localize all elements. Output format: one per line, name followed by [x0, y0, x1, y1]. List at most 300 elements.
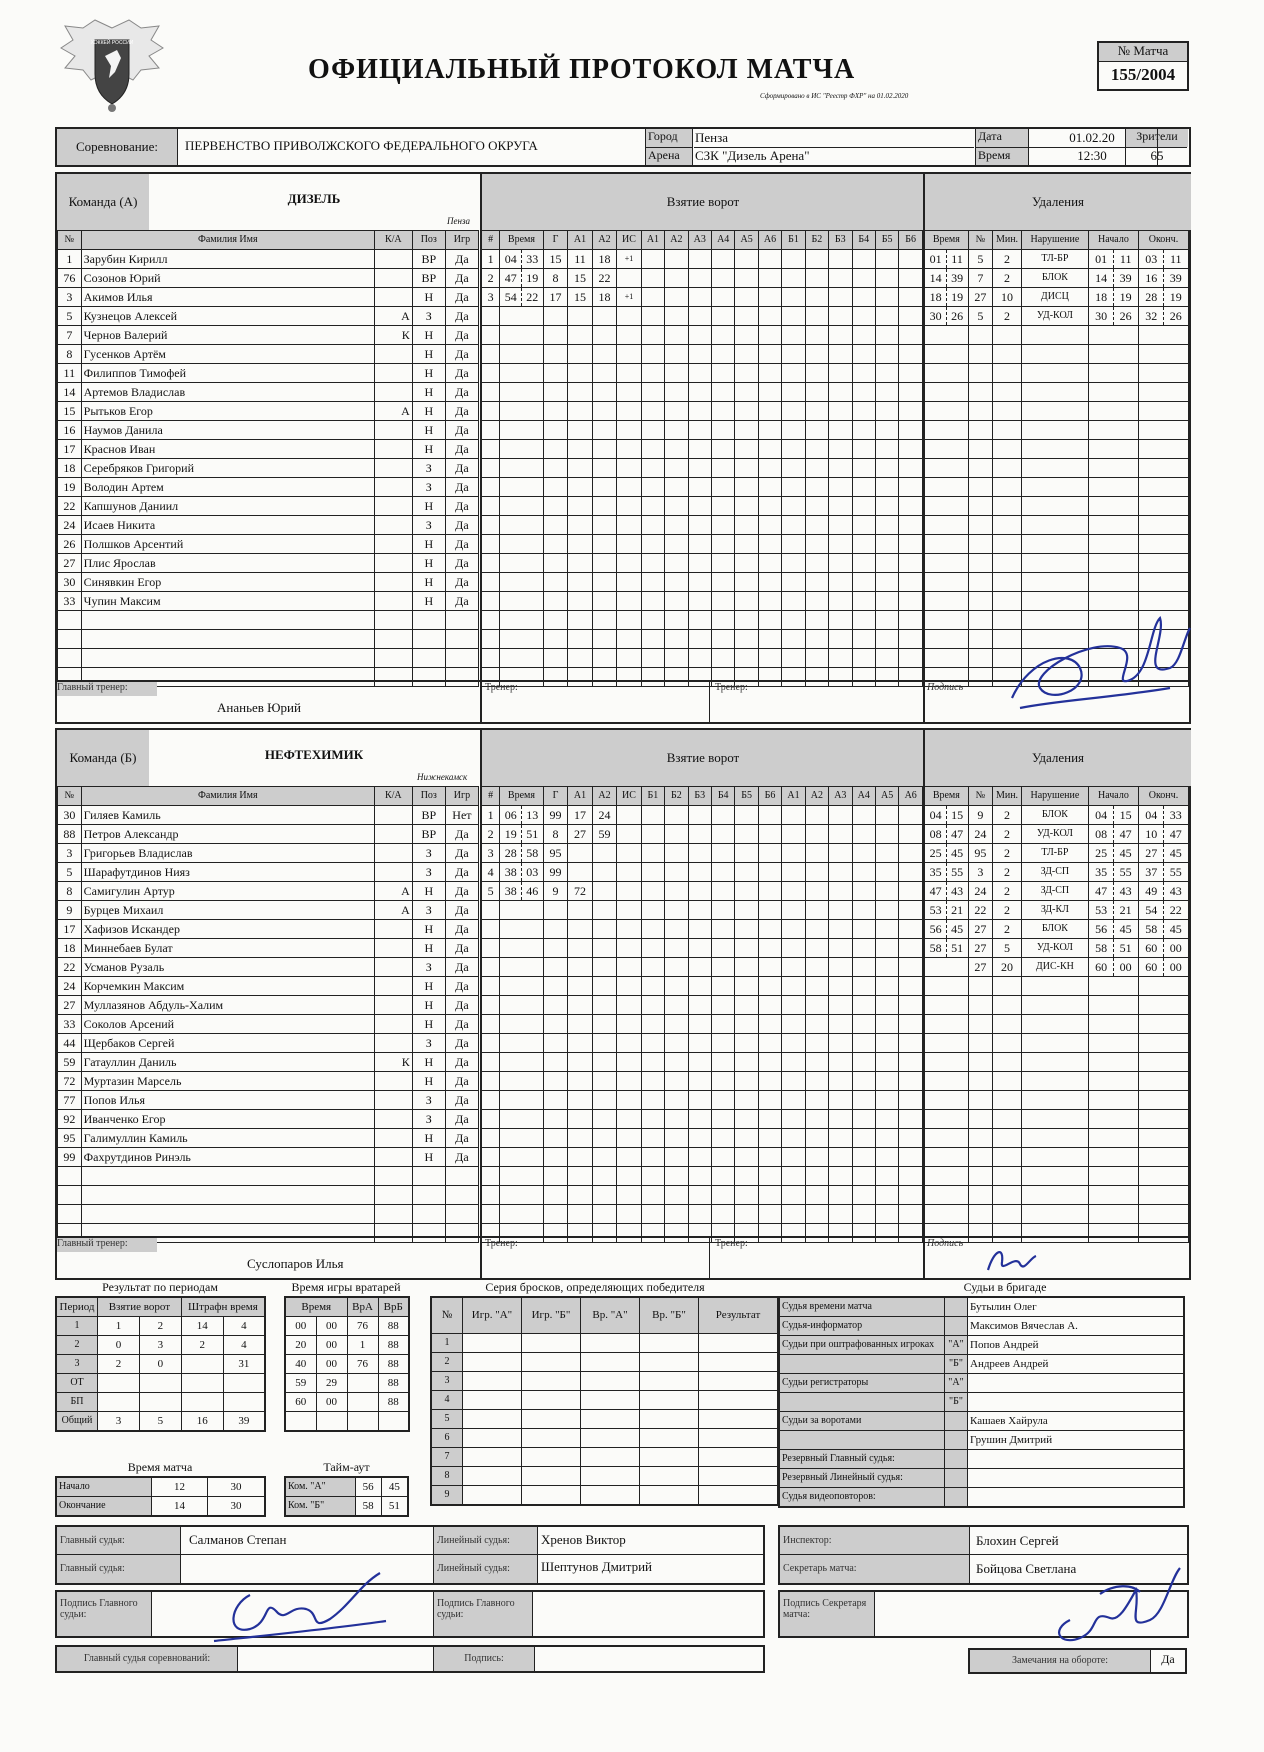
goal-player-cell — [782, 1224, 805, 1243]
goal-player-cell — [782, 901, 805, 920]
goalie-cell: 40 — [285, 1355, 316, 1374]
goal-player-cell — [875, 649, 898, 668]
shootout-cell — [640, 1466, 699, 1485]
goal-player-cell — [805, 421, 828, 440]
pen-time-a: 47 — [925, 882, 946, 900]
goal-player-cell — [688, 1015, 711, 1034]
penalty-row — [924, 882, 1189, 901]
goal-num — [481, 939, 500, 958]
roster-row — [58, 269, 479, 288]
goal-player-cell — [735, 649, 758, 668]
roster-cell: Корчемкин Максим — [81, 977, 374, 996]
team-a-city: Пенза — [447, 216, 470, 226]
pen-minutes: 2 — [993, 882, 1022, 901]
pen-time — [924, 1110, 968, 1129]
goal-player-cell — [688, 269, 711, 288]
goal-player-cell — [782, 996, 805, 1015]
pen-start — [1088, 1110, 1138, 1129]
goal-player-cell — [711, 1186, 734, 1205]
goal-time — [500, 1015, 544, 1034]
goal-player-cell — [852, 440, 875, 459]
penalty-row — [924, 1053, 1189, 1072]
roster-cell: Гатауллин Даниль — [81, 1053, 374, 1072]
pen-start — [1088, 345, 1138, 364]
pen-time — [924, 863, 968, 882]
main-ref-1: Салманов Степан — [189, 1532, 287, 1547]
pen-start-a: 35 — [1089, 863, 1114, 881]
roster-cell: Да — [445, 1091, 478, 1110]
goal-num — [481, 402, 500, 421]
pen-infraction: ТЛ-БР — [1021, 250, 1088, 269]
goal-player-cell — [758, 1148, 781, 1167]
goal-assist1 — [568, 1053, 592, 1072]
goal-player-cell — [852, 630, 875, 649]
goal-player-cell — [758, 516, 781, 535]
goal-situation — [617, 402, 641, 421]
goal-situation — [617, 478, 641, 497]
goal-situation — [617, 611, 641, 630]
pen-end-a: 49 — [1139, 882, 1164, 900]
crew-row — [779, 1317, 1184, 1336]
pen-infraction — [1021, 1072, 1088, 1091]
goal-player-cell — [688, 939, 711, 958]
goal-player-cell — [641, 1015, 664, 1034]
shootout-cell — [463, 1352, 522, 1371]
arena-label: Арена — [645, 148, 693, 165]
pen-start — [1088, 1034, 1138, 1053]
roster-row — [58, 1148, 479, 1167]
goal-situation — [617, 1053, 641, 1072]
goal-num: 1 — [481, 806, 500, 825]
crew-row — [779, 1431, 1184, 1450]
goal-player-cell — [735, 573, 758, 592]
goal-col-header: А1 — [568, 231, 592, 250]
roster-row — [58, 516, 479, 535]
goal-player-cell — [688, 825, 711, 844]
goal-assist1 — [568, 1224, 592, 1243]
roster-cell: 88 — [58, 825, 82, 844]
shootout-col-header: Игр. "Б" — [522, 1297, 581, 1333]
pen-end-a: 54 — [1139, 901, 1164, 919]
goal-assist2 — [592, 1205, 616, 1224]
goal-player-cell — [829, 1148, 852, 1167]
goal-player-cell — [899, 1186, 923, 1205]
roster-col-header: Поз — [412, 231, 445, 250]
pen-time — [924, 920, 968, 939]
goal-player-cell — [805, 920, 828, 939]
pen-infraction: ЗД-СП — [1021, 882, 1088, 901]
goal-scorer — [543, 516, 567, 535]
goal-assist2 — [592, 1091, 616, 1110]
goal-assist2 — [592, 516, 616, 535]
pen-player: 24 — [968, 825, 992, 844]
goal-player-cell — [688, 573, 711, 592]
goal-situation — [617, 649, 641, 668]
goal-player-cell — [735, 1148, 758, 1167]
shootout-cell — [699, 1428, 779, 1447]
goal-assist2 — [592, 1110, 616, 1129]
period-cell: 2 — [56, 1336, 98, 1355]
goal-scorer — [543, 402, 567, 421]
pen-time — [924, 364, 968, 383]
roster-cell: Н — [412, 364, 445, 383]
goal-situation — [617, 844, 641, 863]
goal-player-cell — [641, 996, 664, 1015]
goal-player-cell — [735, 1015, 758, 1034]
pen-end — [1138, 920, 1188, 939]
goal-player-cell — [875, 939, 898, 958]
shootout-cell — [640, 1409, 699, 1428]
goal-player-cell — [852, 649, 875, 668]
pen-start — [1088, 497, 1138, 516]
pen-infraction — [1021, 1053, 1088, 1072]
goal-player-cell — [875, 882, 898, 901]
goal-assist1 — [568, 459, 592, 478]
pen-time-a: 08 — [925, 825, 946, 843]
goal-player-cell — [641, 573, 664, 592]
period-cell — [223, 1374, 265, 1393]
goal-player-cell — [711, 288, 734, 307]
pen-player — [968, 421, 992, 440]
goal-num — [481, 459, 500, 478]
goal-assist1 — [568, 863, 592, 882]
goal-num — [481, 649, 500, 668]
pen-infraction: ДИС-КН — [1021, 958, 1088, 977]
goal-player-cell — [688, 1129, 711, 1148]
goal-player-cell — [665, 383, 688, 402]
period-pim-col: Штрафн время — [181, 1297, 265, 1317]
roster-cell — [374, 1034, 412, 1053]
goal-player-cell — [665, 440, 688, 459]
pen-player — [968, 1205, 992, 1224]
goal-player-cell — [735, 939, 758, 958]
roster-cell: Да — [445, 345, 478, 364]
roster-cell: К — [374, 326, 412, 345]
goal-situation — [617, 269, 641, 288]
period-cell: 31 — [223, 1355, 265, 1374]
goal-time — [500, 592, 544, 611]
roster-cell: 3 — [58, 288, 82, 307]
roster-cell — [374, 383, 412, 402]
goal-player-cell — [899, 1091, 923, 1110]
pen-time — [924, 269, 968, 288]
goal-player-cell — [805, 1186, 828, 1205]
goal-row — [481, 383, 923, 402]
pen-time — [924, 977, 968, 996]
goal-situation — [617, 535, 641, 554]
crew-side — [945, 1297, 968, 1317]
pen-player — [968, 1110, 992, 1129]
notes-box — [968, 1648, 1187, 1674]
pen-infraction — [1021, 1148, 1088, 1167]
goal-player-cell — [641, 345, 664, 364]
pen-minutes: 2 — [993, 806, 1022, 825]
spectators-value: 65 — [1125, 148, 1188, 165]
goal-player-cell — [805, 402, 828, 421]
shootout-cell — [463, 1409, 522, 1428]
pen-end — [1138, 1053, 1188, 1072]
pen-time — [924, 1053, 968, 1072]
goal-assist2 — [592, 977, 616, 996]
goal-player-cell — [805, 288, 828, 307]
period-cell: 4 — [223, 1336, 265, 1355]
roster-cell: Да — [445, 1072, 478, 1091]
pen-time-a: 58 — [925, 939, 946, 957]
roster-cell: 3 — [58, 844, 82, 863]
pen-player — [968, 1167, 992, 1186]
goal-player-cell — [735, 901, 758, 920]
pen-time — [924, 326, 968, 345]
goal-player-cell — [665, 1110, 688, 1129]
penalty-row — [924, 901, 1189, 920]
goal-row — [481, 611, 923, 630]
goal-player-cell — [735, 630, 758, 649]
roster-cell: Шарафутдинов Нияз — [81, 863, 374, 882]
roster-cell — [374, 497, 412, 516]
period-cell: 2 — [139, 1317, 181, 1336]
goal-num — [481, 1015, 500, 1034]
goal-assist2 — [592, 497, 616, 516]
shootout-num: 1 — [431, 1333, 463, 1352]
roster-cell — [374, 1015, 412, 1034]
goal-player-cell — [641, 592, 664, 611]
goal-player-cell — [805, 440, 828, 459]
goal-time — [500, 307, 544, 326]
goal-situation — [617, 1015, 641, 1034]
pen-start-a: 53 — [1089, 901, 1114, 919]
crew-name: Андреев Андрей — [968, 1355, 1185, 1374]
goal-col-header: Время — [500, 231, 544, 250]
goal-player-cell — [829, 668, 852, 687]
goal-player-cell — [875, 1205, 898, 1224]
match-start-hour: 12 — [152, 1477, 208, 1497]
eagle-emblem-icon — [55, 18, 170, 118]
goal-player-cell — [782, 920, 805, 939]
goal-assist2: 18 — [592, 250, 616, 269]
shootout-cell — [522, 1352, 581, 1371]
goal-player-cell — [782, 1148, 805, 1167]
goal-time — [500, 996, 544, 1015]
goal-player-cell — [875, 269, 898, 288]
goal-player-cell — [852, 920, 875, 939]
goal-min: 54 — [500, 288, 521, 306]
roster-row — [58, 1110, 479, 1129]
goal-scorer — [543, 497, 567, 516]
goal-row — [481, 1186, 923, 1205]
roster-cell: Н — [412, 1015, 445, 1034]
pen-infraction: УД-КОЛ — [1021, 825, 1088, 844]
pen-start-a: 30 — [1089, 307, 1114, 325]
date-value: 01.02.20 — [1069, 130, 1115, 145]
goal-row — [481, 1091, 923, 1110]
goal-assist2: 59 — [592, 825, 616, 844]
goal-player-cell — [735, 1091, 758, 1110]
goal-player-cell — [711, 863, 734, 882]
goal-player-cell — [641, 497, 664, 516]
goal-player-cell — [758, 1186, 781, 1205]
penalty-row — [924, 1110, 1189, 1129]
goal-situation — [617, 806, 641, 825]
goal-player-cell — [805, 383, 828, 402]
pen-start — [1088, 806, 1138, 825]
pen-time-a: 30 — [925, 307, 946, 325]
goal-player-cell — [688, 958, 711, 977]
goal-player-cell — [641, 307, 664, 326]
penalty-row — [924, 535, 1189, 554]
penalty-row — [924, 554, 1189, 573]
pen-start — [1088, 440, 1138, 459]
goal-player-cell — [875, 1224, 898, 1243]
goal-player-cell — [852, 554, 875, 573]
goal-num — [481, 554, 500, 573]
roster-cell — [374, 1167, 412, 1186]
goal-player-cell — [805, 1015, 828, 1034]
roster-row — [58, 250, 479, 269]
goal-player-cell — [641, 844, 664, 863]
goal-col-header: А2 — [592, 787, 616, 806]
roster-cell: Григорьев Владислав — [81, 844, 374, 863]
goal-assist2 — [592, 459, 616, 478]
goal-player-cell — [688, 478, 711, 497]
roster-cell — [374, 478, 412, 497]
roster-cell: 1 — [58, 250, 82, 269]
goal-player-cell — [852, 863, 875, 882]
goal-player-cell — [805, 882, 828, 901]
goal-player-cell — [735, 1129, 758, 1148]
pen-col-header: № — [968, 787, 992, 806]
roster-cell — [374, 1110, 412, 1129]
roster-cell — [374, 459, 412, 478]
goal-player-cell — [641, 459, 664, 478]
goal-player-cell — [782, 825, 805, 844]
goal-player-cell — [875, 1110, 898, 1129]
period-cell: 14 — [181, 1317, 223, 1336]
goal-player-cell — [688, 901, 711, 920]
pen-player: 27 — [968, 958, 992, 977]
crew-name — [968, 1450, 1185, 1469]
goal-scorer — [543, 573, 567, 592]
goal-situation — [617, 825, 641, 844]
penalty-row — [924, 939, 1189, 958]
shootout-cell — [699, 1409, 779, 1428]
goal-player-cell — [805, 1053, 828, 1072]
goal-player-cell — [641, 364, 664, 383]
shootout-cell — [699, 1333, 779, 1352]
roster-cell — [445, 1186, 478, 1205]
pen-player — [968, 345, 992, 364]
pen-start — [1088, 554, 1138, 573]
pen-end — [1138, 977, 1188, 996]
goal-player-cell — [899, 958, 923, 977]
period-cell: 2 — [181, 1336, 223, 1355]
goalie-cell: 00 — [316, 1393, 347, 1412]
pen-minutes — [993, 1053, 1022, 1072]
goal-scorer: 17 — [543, 288, 567, 307]
pen-time-b: 45 — [951, 922, 964, 936]
goal-col-header: Б2 — [805, 231, 828, 250]
pen-end-b: 00 — [1169, 941, 1182, 955]
crew-side: "Б" — [945, 1393, 968, 1412]
roster-cell: Да — [445, 1034, 478, 1053]
goal-num — [481, 383, 500, 402]
goal-player-cell — [711, 649, 734, 668]
timeout-b-second: 51 — [381, 1497, 408, 1517]
goal-player-cell — [758, 326, 781, 345]
crew-role: Резервный Линейный судья: — [779, 1469, 945, 1488]
roster-cell: Муртазин Марсель — [81, 1072, 374, 1091]
goal-time — [500, 939, 544, 958]
goal-player-cell — [665, 1053, 688, 1072]
goal-player-cell — [875, 668, 898, 687]
shootout-row — [431, 1466, 778, 1485]
goal-player-cell — [735, 421, 758, 440]
goal-assist2 — [592, 901, 616, 920]
goal-player-cell — [829, 402, 852, 421]
pen-time-b: 11 — [951, 252, 963, 266]
goal-player-cell — [641, 901, 664, 920]
goal-assist1: 72 — [568, 882, 592, 901]
roster-cell — [374, 573, 412, 592]
roster-cell: З — [412, 459, 445, 478]
goal-row — [481, 882, 923, 901]
goal-num — [481, 326, 500, 345]
roster-cell: Иванченко Егор — [81, 1110, 374, 1129]
roster-row — [58, 402, 479, 421]
goal-scorer — [543, 326, 567, 345]
pen-end-b: 55 — [1169, 865, 1182, 879]
period-cell: БП — [56, 1393, 98, 1412]
goal-scorer: 15 — [543, 250, 567, 269]
goal-num — [481, 307, 500, 326]
pen-start-b: 11 — [1119, 252, 1132, 266]
goal-player-cell — [829, 535, 852, 554]
pen-minutes — [993, 535, 1022, 554]
roster-cell: Н — [412, 288, 445, 307]
roster-row — [58, 573, 479, 592]
page-title: ОФИЦИАЛЬНЫЙ ПРОТОКОЛ МАТЧА — [308, 54, 856, 85]
goal-assist1 — [568, 1148, 592, 1167]
match-start-label: Начало — [56, 1477, 152, 1497]
team-b-signature — [980, 1240, 1040, 1280]
goal-player-cell — [782, 939, 805, 958]
goal-player-cell — [758, 1224, 781, 1243]
goal-player-cell — [852, 402, 875, 421]
period-row — [56, 1412, 265, 1432]
pen-infraction — [1021, 497, 1088, 516]
goalie-cell: 76 — [347, 1317, 378, 1336]
roster-cell: Да — [445, 996, 478, 1015]
goal-player-cell — [805, 1110, 828, 1129]
roster-cell — [445, 649, 478, 668]
goal-player-cell — [665, 288, 688, 307]
goal-player-cell — [782, 863, 805, 882]
goal-player-cell — [852, 383, 875, 402]
pen-player — [968, 554, 992, 573]
penalty-row — [924, 1186, 1189, 1205]
goal-player-cell — [665, 402, 688, 421]
goal-scorer — [543, 364, 567, 383]
roster-cell: Петров Александр — [81, 825, 374, 844]
roster-row — [58, 1053, 479, 1072]
goal-scorer — [543, 307, 567, 326]
team-b-goals-header: Взятие ворот — [480, 730, 924, 786]
goal-player-cell — [899, 440, 923, 459]
goal-col-header: ИС — [617, 787, 641, 806]
goal-player-cell — [805, 806, 828, 825]
pen-infraction: ДИСЦ — [1021, 288, 1088, 307]
pen-start — [1088, 1072, 1138, 1091]
crew-side — [945, 1450, 968, 1469]
